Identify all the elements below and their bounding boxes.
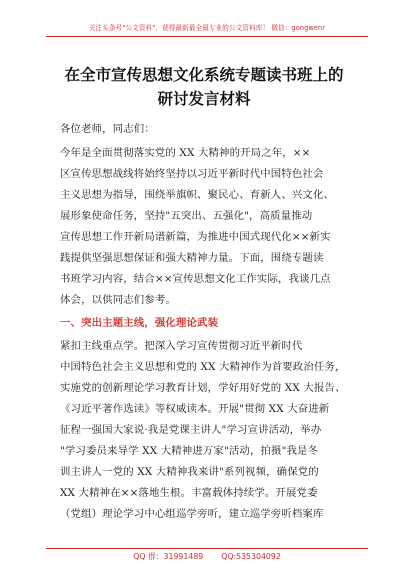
footer-divider (46, 548, 368, 549)
promo-header: 关注头条号"公文资料"，获得最新最全最专业的公文资料库！ 微信：gongwenr (88, 24, 326, 32)
paragraph-line: 征程一强国大家说·我是党课主讲人"学习宣讲活动，举办 (60, 424, 322, 436)
paragraph-line: 实施党的创新理论学习教育计划，学好用好党的 XX 大报告、 (60, 382, 346, 394)
paragraph-line: 主义思想为指导，围绕举旗帜、聚民心、育新人、兴文化、 (60, 189, 335, 201)
paragraph-line: 紧扣主线重点学。把深入学习宣传贯彻习近平新时代 (60, 340, 303, 352)
paragraph-line: （党组）理论学习中心组巡学旁听，建立巡学旁听档案库 (60, 508, 324, 520)
document-title-line-2: 研讨发言材料 (157, 89, 251, 108)
footer-qq-group: QQ 群：31991489 (133, 552, 204, 561)
paragraph-line: 中国特色社会主义思想和党的 XX 大精神作为首要政治任务， (60, 361, 346, 373)
paragraph-line: 《习近平著作选读》等权威读本。开展"贯彻 XX 大奋进新 (60, 403, 330, 415)
paragraph-line: "学习委员来导学 XX 大精神进万家"活动，拍摄"我是冬 (60, 445, 319, 457)
paragraph-line: 区宣传思想战线将始终坚持以习近平新时代中国特色社会 (60, 168, 324, 180)
section-heading: 一、突出主题主线，强化理论武装 (60, 317, 219, 329)
paragraph-line: 践提供坚强思想保证和强大精神力量。下面，围绕专题读 (60, 252, 324, 264)
paragraph-line: 书班学习内容，结合××宣传思想文化工作实际，我谈几点 (60, 273, 331, 285)
paragraph-line: 宣传思想工作开新局谱新篇，为推进中国式现代化××新实 (60, 231, 331, 243)
paragraph-line: 训主讲人一党的 XX 大精神我来讲"系列视频，确保党的 (60, 466, 319, 478)
header-divider (46, 36, 368, 37)
paragraph-line: 今年是全面贯彻落实党的 XX 大精神的开局之年，×× (60, 147, 311, 159)
salutation: 各位老师，同志们： (60, 123, 155, 135)
document-title-line-1: 在全市宣传思想文化系统专题读书班上的 (64, 65, 344, 84)
paragraph-line: XX 大精神在××落地生根。丰富载体持续学。开展党委 (60, 487, 318, 499)
footer (46, 551, 368, 562)
paragraph-line: 体会，以供同志们参考。 (60, 294, 176, 306)
paragraph-line: 展形象使命任务，坚持"五突出、五强化"，高质量推动 (60, 210, 313, 222)
footer-qq: QQ:535304092 (221, 552, 281, 561)
